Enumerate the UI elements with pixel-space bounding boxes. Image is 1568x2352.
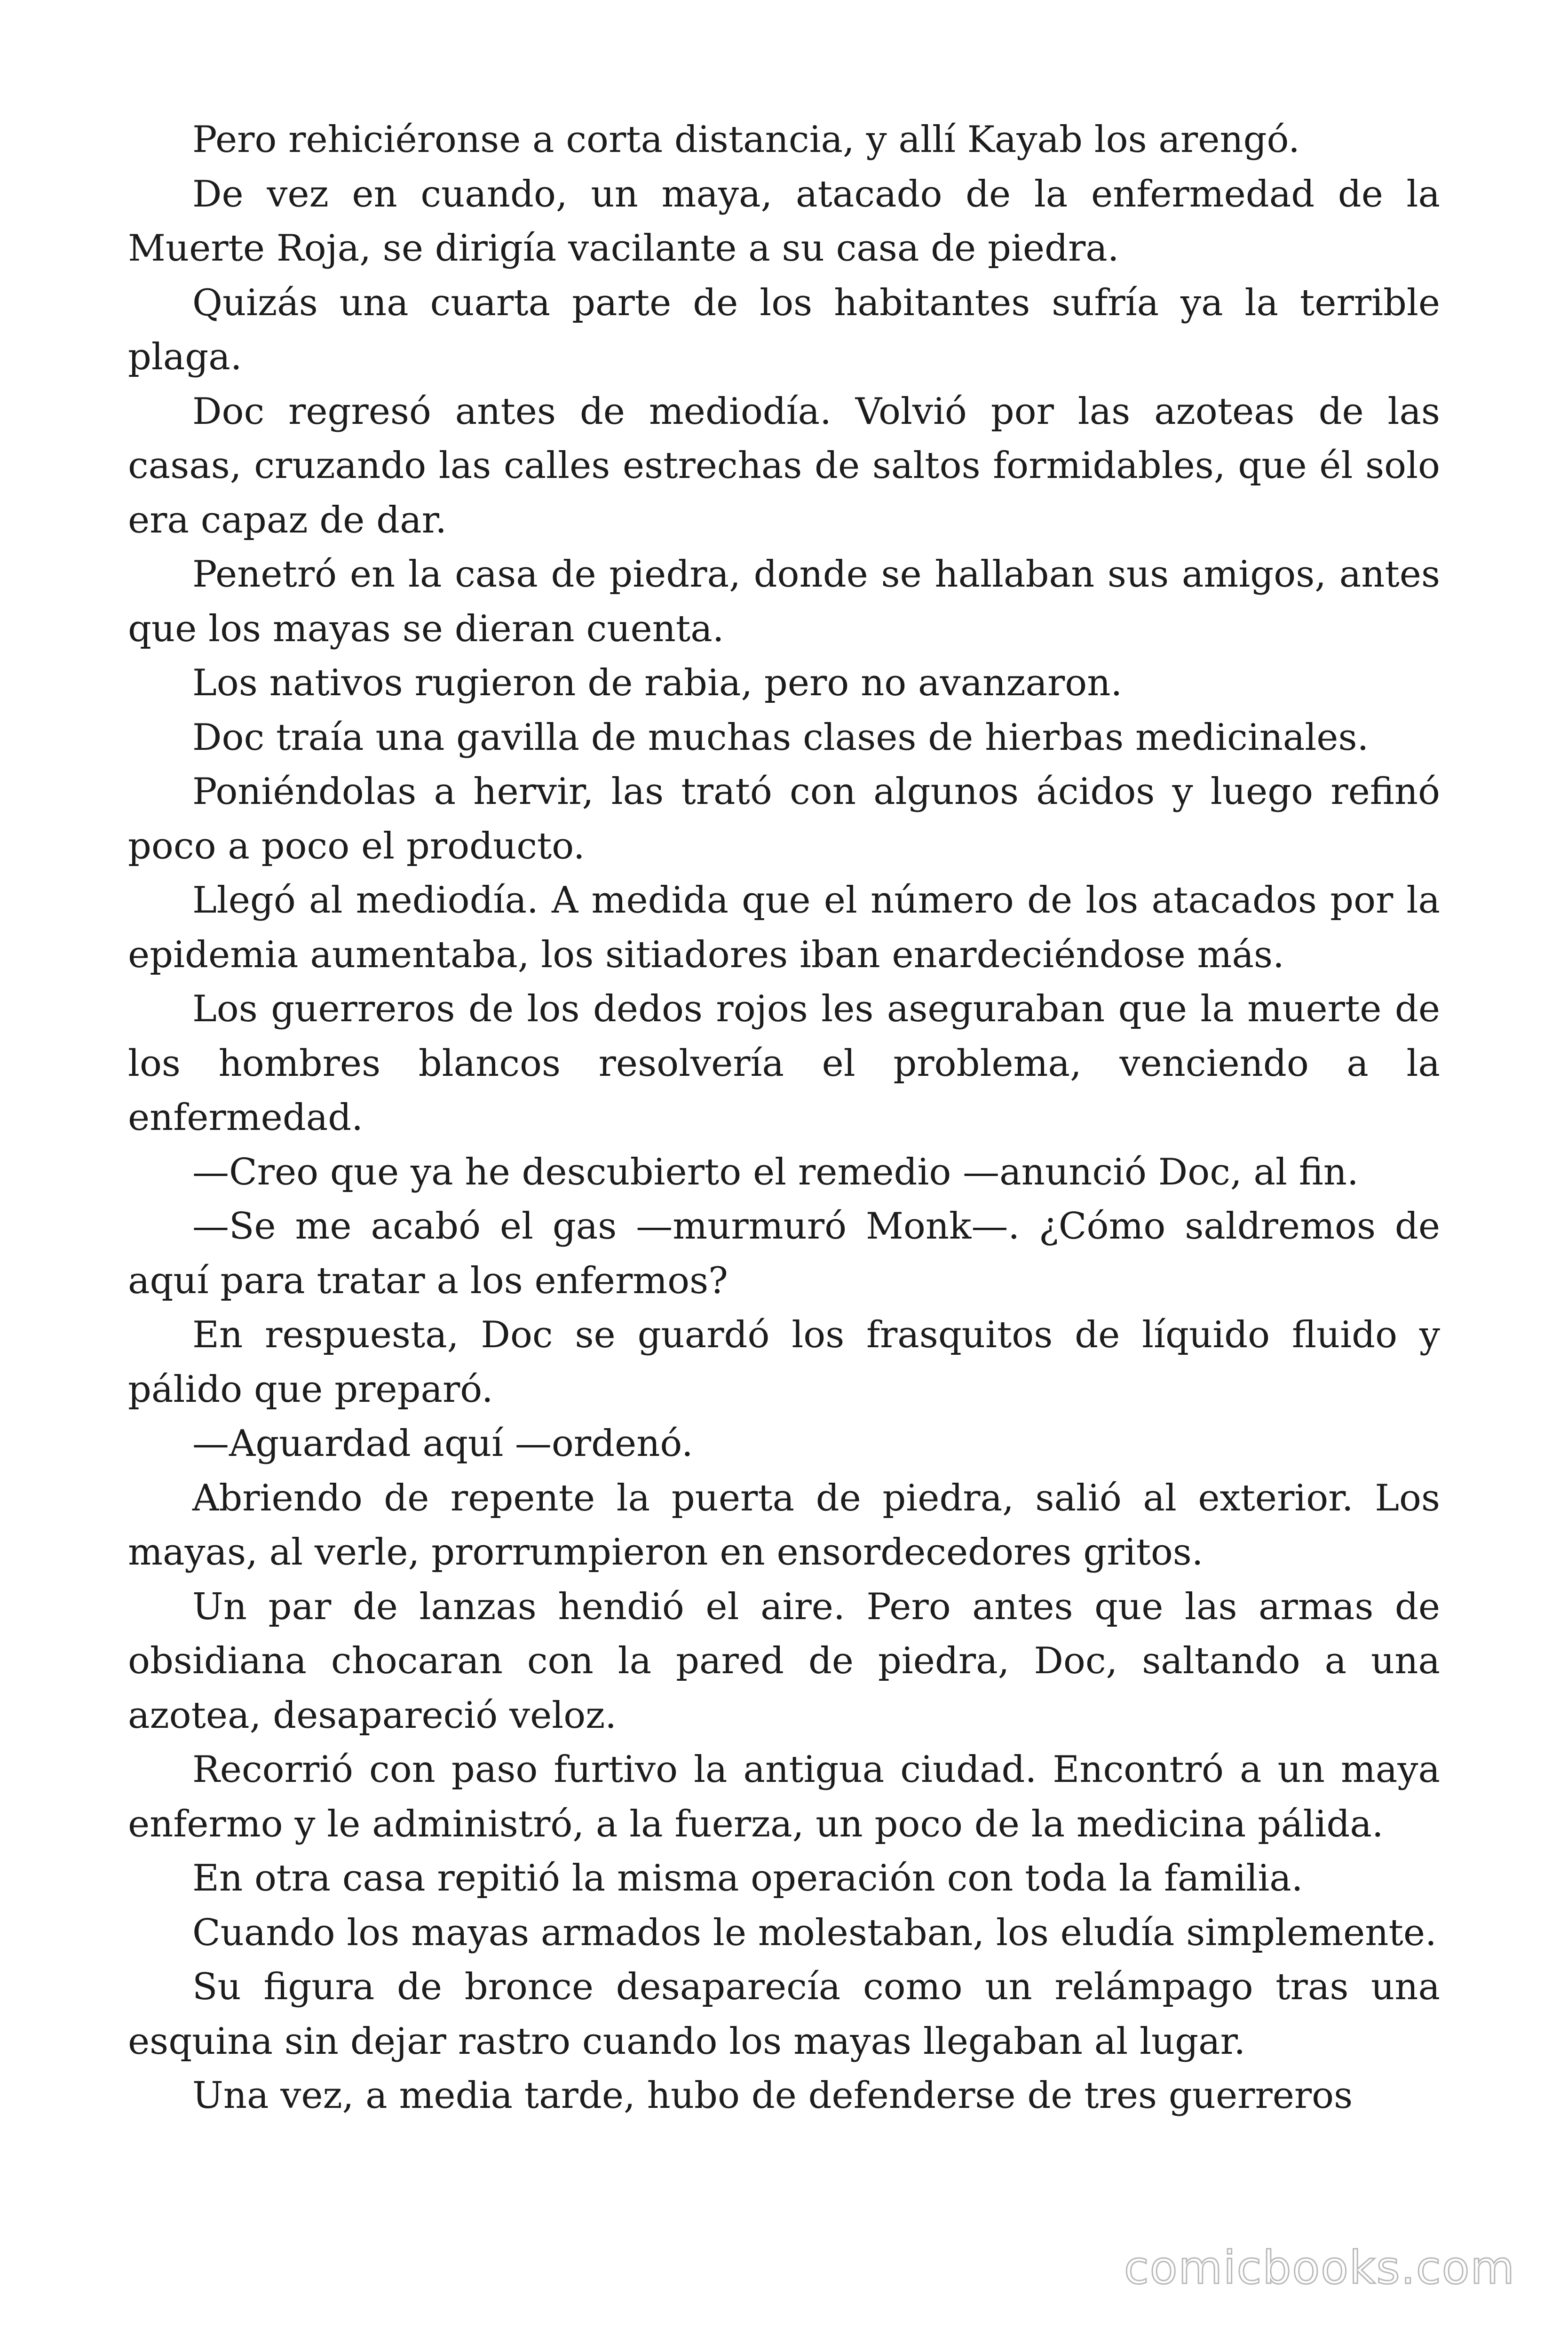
paragraph: De vez en cuando, un maya, atacado de la enfermedad de la Muerte Roja, se dirigía vacilante a su casa de piedra. <box>128 173 1440 270</box>
paragraph: Un par de lanzas hendió el aire. Pero antes que las armas de obsidiana chocaran con la pared de piedra, Doc, saltando a una azotea, desapareció veloz. <box>128 1585 1440 1737</box>
paragraph: Los guerreros de los dedos rojos les aseguraban que la muerte de los hombres blancos resolvería el problema, venciendo a la enfermedad. <box>128 988 1440 1139</box>
body-text <box>128 113 1440 2123</box>
paragraph: —Aguardad aquí —ordenó. <box>192 1422 693 1465</box>
paragraph: Cuando los mayas armados le molestaban, los eludía simplemente. <box>192 1911 1437 1954</box>
paragraph: Llegó al mediodía. A medida que el número de los atacados por la epidemia aumentaba, los sitiadores iban enardeciéndose más. <box>128 879 1440 976</box>
paragraph: Doc regresó antes de mediodía. Volvió por las azoteas de las casas, cruzando las calles estrechas de saltos formidables, que él solo era capaz de dar. <box>128 390 1440 541</box>
paragraph: Su figura de bronce desaparecía como un relámpago tras una esquina sin dejar rastro cuando los mayas llegaban al lugar. <box>128 1966 1440 2063</box>
paragraph: En otra casa repitió la misma operación con toda la familia. <box>192 1857 1303 1899</box>
paragraph: Penetró en la casa de piedra, donde se hallaban sus amigos, antes que los mayas se dieran cuenta. <box>128 553 1440 650</box>
paragraph: Abriendo de repente la puerta de piedra, salió al exterior. Los mayas, al verle, prorrumpieron en ensordecedores gritos. <box>128 1477 1440 1573</box>
paragraph: Los nativos rugieron de rabia, pero no avanzaron. <box>192 662 1123 704</box>
paragraph: —Creo que ya he descubierto el remedio —anunció Doc, al fin. <box>192 1151 1359 1193</box>
paragraph: Una vez, a media tarde, hubo de defenderse de tres guerreros <box>192 2074 1353 2117</box>
paragraph: En respuesta, Doc se guardó los frasquitos de líquido fluido y pálido que preparó. <box>128 1314 1440 1411</box>
paragraph: Quizás una cuarta parte de los habitantes sufría ya la terrible plaga. <box>128 281 1440 378</box>
paragraph: —Se me acabó el gas —murmuró Monk—. ¿Cómo saldremos de aquí para tratar a los enfermos? <box>128 1205 1440 1302</box>
paragraph: Doc traía una gavilla de muchas clases de hierbas medicinales. <box>192 716 1369 759</box>
watermark: comicbooks.com <box>1124 2241 1515 2294</box>
paragraph: Poniéndolas a hervir, las trató con algunos ácidos y luego refinó poco a poco el producto. <box>128 771 1440 867</box>
paragraph: Recorrió con paso furtivo la antigua ciudad. Encontró a un maya enfermo y le administró, a la fuerza, un poco de la medicina pálida. <box>128 1748 1440 1845</box>
paragraph: Pero rehiciéronse a corta distancia, y allí Kayab los arengó. <box>192 119 1300 161</box>
